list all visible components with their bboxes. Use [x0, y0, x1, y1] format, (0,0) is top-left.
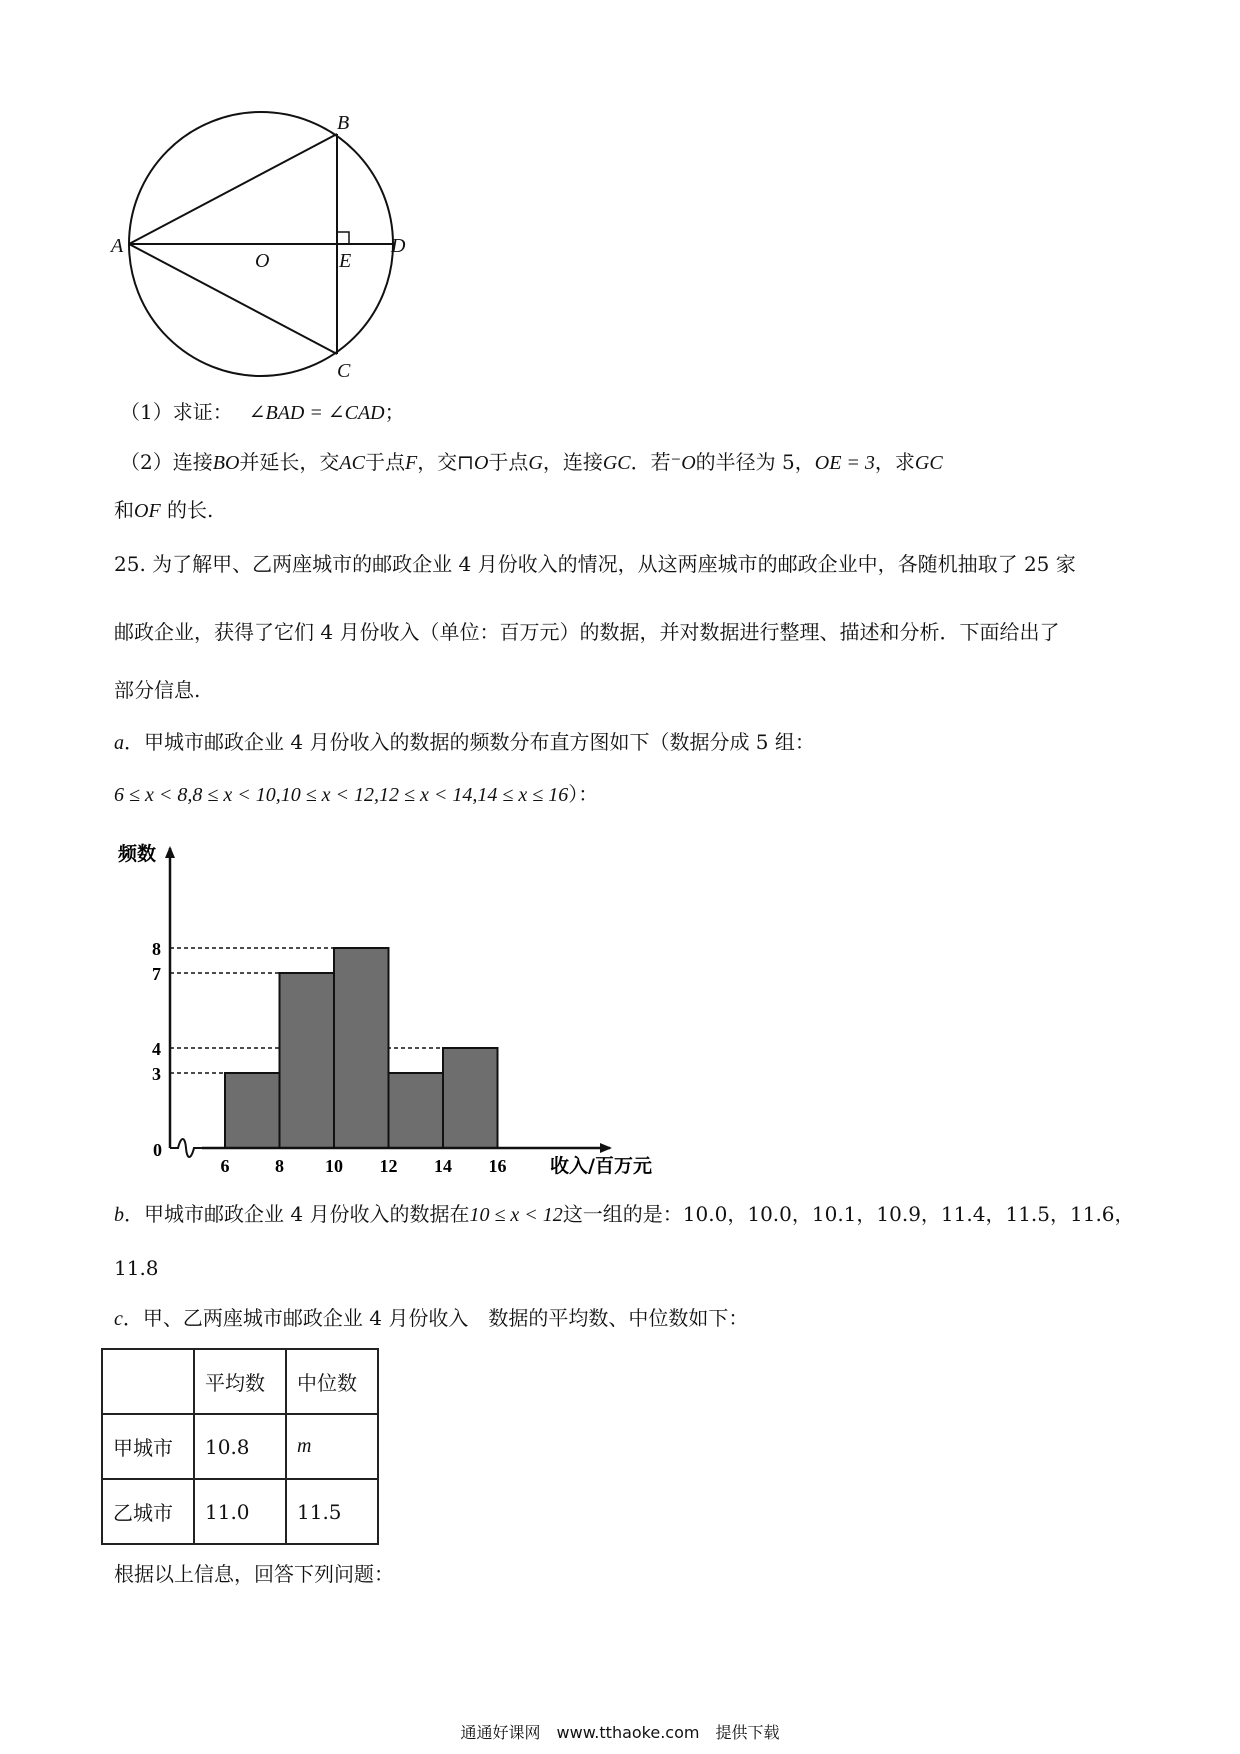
histogram-bar — [225, 1073, 280, 1148]
segment-ac — [129, 244, 337, 354]
q25-closing: 根据以上信息，回答下列问题： — [114, 1562, 394, 1586]
q25-intro-line1: 25. 为了解甲、乙两座城市的邮政企业 4 月份收入的情况，从这两座城市的邮政企业中，各随机抽取了 25 家 — [114, 552, 1076, 576]
q25-c-text: c．甲、乙两座城市邮政企业 4 月份收入 数据的平均数、中位数如下： — [114, 1306, 749, 1330]
table-cell-city: 甲城市 — [102, 1414, 194, 1479]
table-header-row — [102, 1349, 378, 1414]
frequency-histogram — [110, 838, 670, 1178]
page-footer: 通通好课网 www.tthaoke.com 提供下载 — [460, 1723, 780, 1742]
segment-ab — [129, 134, 337, 244]
x-axis-label: 收入/百万元 — [550, 1155, 652, 1177]
y-tick-label: 3 — [152, 1064, 161, 1084]
origin-label: 0 — [153, 1140, 162, 1160]
x-tick-label: 10 — [325, 1156, 343, 1176]
table-header-cell — [102, 1349, 194, 1414]
histogram-bar — [443, 1048, 498, 1148]
q24-part1: （1）求证： ∠BAD = ∠CAD； — [120, 400, 405, 424]
table-cell-median: 11.5 — [286, 1479, 378, 1544]
q25-b-text-cont: 11.8 — [114, 1256, 159, 1280]
x-tick-label: 12 — [379, 1156, 398, 1176]
histogram-bars — [225, 948, 498, 1148]
x-tick-labels — [221, 1156, 507, 1176]
circle-diagram — [111, 110, 415, 385]
q25-intro-line2: 邮政企业，获得了它们 4 月份收入（单位：百万元）的数据，并对数据进行整理、描述和分析．下面给出了 — [114, 620, 1060, 644]
stats-table — [101, 1348, 379, 1545]
label-a: A — [111, 235, 124, 257]
label-c: C — [337, 360, 351, 382]
table-cell-mean: 11.0 — [194, 1479, 286, 1544]
x-tick-label: 6 — [220, 1156, 230, 1176]
table-cell-median: m — [286, 1414, 378, 1479]
y-axis-label: 频数 — [118, 843, 157, 865]
label-b: B — [337, 112, 350, 134]
q25-b-text: b．甲城市邮政企业 4 月份收入的数据在10 ≤ x < 12这一组的是：10.0，10.0，10.1，10.9，11.4，11.5，11.6， — [114, 1202, 1135, 1226]
table-header-cell: 中位数 — [286, 1349, 378, 1414]
y-tick-labels — [152, 939, 161, 1084]
histogram-bar — [334, 948, 389, 1148]
label-d: D — [391, 235, 406, 257]
x-axis-break — [170, 1139, 202, 1157]
histogram-bar — [280, 973, 335, 1148]
histogram-bar — [389, 1073, 444, 1148]
q24-part2-line2: 和OF 的长. — [114, 498, 214, 522]
q25-a-ranges: 6 ≤ x < 8,8 ≤ x < 10,10 ≤ x < 12,12 ≤ x < 14,14 ≤ x ≤ 16）： — [114, 782, 599, 806]
y-tick-label: 7 — [152, 964, 161, 984]
q24-part2-line1: （2）连接BO并延长，交AC于点F，交⊓O于点G，连接GC．若⁻O的半径为 5，OE = 3，求GC — [120, 450, 943, 474]
y-tick-label: 8 — [152, 939, 161, 959]
table-cell-mean: 10.8 — [194, 1414, 286, 1479]
q25-intro-line3: 部分信息. — [114, 678, 201, 702]
label-e: E — [339, 250, 352, 272]
y-tick-label: 4 — [152, 1039, 161, 1059]
table-header-cell: 平均数 — [194, 1349, 286, 1414]
table-row — [102, 1414, 378, 1479]
x-tick-label: 16 — [488, 1156, 507, 1176]
x-tick-label: 8 — [275, 1156, 284, 1176]
right-angle-mark — [337, 232, 349, 244]
label-o: O — [255, 250, 270, 272]
x-tick-label: 14 — [434, 1156, 452, 1176]
table-row — [102, 1479, 378, 1544]
table-cell-city: 乙城市 — [102, 1479, 194, 1544]
q25-a-text: a．甲城市邮政企业 4 月份收入的数据的频数分布直方图如下（数据分成 5 组： — [114, 730, 815, 754]
